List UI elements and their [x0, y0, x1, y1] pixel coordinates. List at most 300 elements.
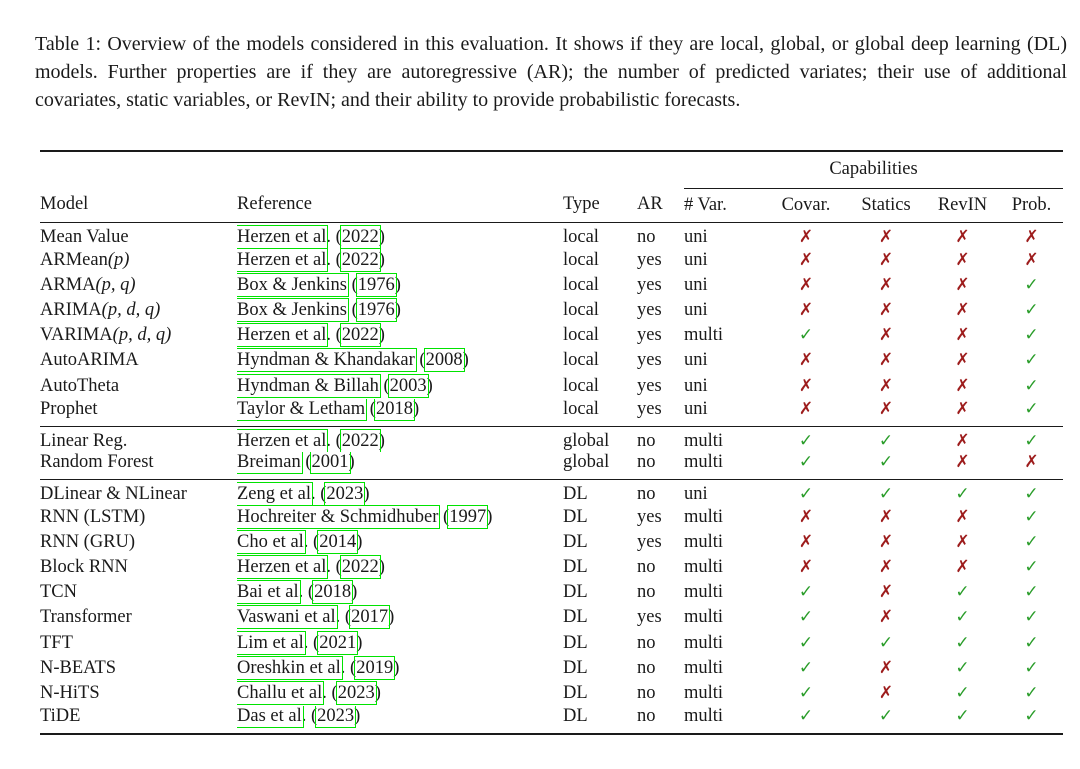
capability-prob-cell — [1000, 273, 1063, 298]
cross-icon: ✗ — [798, 299, 814, 320]
ar-cell: no — [637, 706, 656, 727]
group-dl-models — [40, 479, 1063, 734]
model-parameters: (p, d, q) — [101, 299, 161, 320]
reference-cell — [237, 273, 563, 298]
reference-year-link[interactable]: 2003 — [389, 375, 427, 396]
check-icon: ✓ — [878, 483, 894, 504]
reference-year-link[interactable]: 2019 — [356, 657, 394, 678]
table-row — [40, 373, 1063, 398]
reference-separator: . ( — [310, 483, 327, 504]
capability-covar-cell — [765, 323, 847, 348]
reference-year-link[interactable]: 2022 — [341, 325, 379, 346]
capability-prob-cell — [1000, 222, 1063, 248]
table-row — [40, 222, 1063, 248]
reference-cell — [237, 399, 563, 427]
reference-year-link[interactable]: 1976 — [357, 274, 395, 295]
model-name: N-BEATS — [40, 657, 117, 678]
num-var-cell: multi — [684, 706, 724, 727]
model-name-cell — [40, 399, 237, 427]
num-var-cell: multi — [684, 683, 724, 704]
num-var-cell: uni — [684, 226, 708, 247]
capability-statics-cell — [847, 530, 925, 555]
group-global-models — [40, 426, 1063, 479]
reference-year-link[interactable]: 2022 — [341, 249, 379, 270]
column-header-prob: Prob. — [1011, 194, 1052, 215]
capability-covar-cell — [765, 656, 847, 681]
ar-cell: yes — [637, 375, 662, 396]
reference-authors-link[interactable]: Hyndman & Billah — [237, 375, 379, 396]
model-name: Transformer — [40, 607, 132, 628]
model-name: TCN — [40, 582, 77, 603]
type-cell: local — [563, 274, 599, 295]
table-row — [40, 273, 1063, 298]
cross-icon: ✗ — [798, 557, 814, 578]
num-var-cell: multi — [684, 582, 724, 603]
capability-prob-cell — [1000, 530, 1063, 555]
model-name-cell — [40, 580, 237, 605]
check-icon: ✓ — [1024, 398, 1039, 419]
check-icon: ✓ — [1024, 683, 1039, 704]
reference-authors-link[interactable]: Herzen et al — [237, 557, 327, 578]
capability-covar-cell — [765, 505, 847, 530]
capabilities-header-row — [40, 151, 1063, 188]
reference-authors-link[interactable]: Challu et al — [237, 683, 323, 704]
reference-separator: . ( — [340, 657, 357, 678]
model-name: DLinear & NLinear — [40, 483, 187, 504]
num-var-cell: multi — [684, 607, 724, 628]
reference-authors-link[interactable]: Taylor & Letham — [237, 398, 366, 419]
reference-authors-link[interactable]: Herzen et al — [237, 430, 327, 451]
cross-icon: ✗ — [1024, 249, 1039, 270]
reference-authors-link[interactable]: Vaswani et al — [237, 607, 336, 628]
ar-cell: no — [637, 483, 656, 504]
reference-separator: . ( — [326, 325, 342, 346]
check-icon: ✓ — [1024, 483, 1039, 504]
check-icon: ✓ — [955, 632, 970, 653]
cross-icon: ✗ — [955, 430, 970, 451]
model-name-cell — [40, 605, 237, 630]
capability-covar-cell — [765, 479, 847, 505]
cross-icon: ✗ — [878, 274, 894, 295]
model-name-cell — [40, 706, 237, 734]
ar-cell: yes — [637, 607, 662, 628]
model-name-cell — [40, 479, 237, 505]
capability-revin-cell — [925, 222, 1000, 248]
model-name: TiDE — [40, 706, 81, 727]
model-name: Mean Value — [40, 226, 129, 247]
table-row — [40, 399, 1063, 427]
check-icon: ✓ — [1024, 582, 1039, 603]
reference-separator: ( — [438, 506, 450, 527]
reference-year-link[interactable]: 2018 — [375, 398, 413, 419]
model-name: ARMA — [40, 274, 96, 295]
check-icon: ✓ — [798, 430, 814, 451]
reference-separator: . ( — [326, 557, 342, 578]
column-header-type: Type — [563, 194, 600, 215]
cross-icon: ✗ — [955, 274, 970, 295]
ar-cell: yes — [637, 249, 662, 270]
capability-covar-cell — [765, 706, 847, 734]
num-var-cell: multi — [684, 657, 724, 678]
capability-revin-cell — [925, 555, 1000, 580]
cross-icon: ✗ — [878, 607, 894, 628]
model-name: VARIMA — [40, 325, 113, 346]
check-icon: ✓ — [878, 632, 894, 653]
reference-year-link[interactable]: 1976 — [357, 299, 395, 320]
cross-icon: ✗ — [878, 657, 894, 678]
reference-authors-link[interactable]: Oreshkin et al — [237, 657, 341, 678]
model-name-cell — [40, 298, 237, 323]
num-var-cell: uni — [684, 483, 708, 504]
ar-cell: yes — [637, 274, 662, 295]
type-cell: global — [563, 430, 610, 451]
model-name-cell — [40, 505, 237, 530]
reference-cell — [237, 426, 563, 452]
num-var-cell: uni — [684, 299, 708, 320]
cross-icon: ✗ — [955, 299, 970, 320]
model-name-cell — [40, 631, 237, 656]
model-name-cell — [40, 555, 237, 580]
capability-statics-cell — [847, 248, 925, 273]
model-name: AutoTheta — [40, 375, 120, 396]
check-icon: ✓ — [798, 683, 814, 704]
capability-statics-cell — [847, 505, 925, 530]
reference-year-link[interactable]: 2008 — [425, 350, 463, 371]
reference-authors-link[interactable]: Lim et al — [237, 632, 304, 653]
cross-icon: ✗ — [955, 398, 970, 419]
reference-year-link[interactable]: 2023 — [326, 483, 364, 504]
capability-prob-cell — [1000, 631, 1063, 656]
capability-revin-cell — [925, 248, 1000, 273]
reference-year-link[interactable]: 2014 — [319, 531, 357, 552]
ar-cell: no — [637, 683, 656, 704]
model-name-cell — [40, 222, 237, 248]
type-cell: global — [563, 451, 610, 472]
reference-authors-link[interactable]: Herzen et al — [237, 249, 327, 270]
check-icon: ✓ — [1024, 706, 1039, 727]
ar-cell: yes — [637, 506, 662, 527]
cross-icon: ✗ — [878, 226, 894, 247]
reference-year-link[interactable]: 2023 — [337, 683, 375, 704]
check-icon: ✓ — [798, 582, 814, 603]
check-icon: ✓ — [1024, 430, 1039, 451]
reference-close: ) — [388, 607, 395, 628]
capability-statics-cell — [847, 580, 925, 605]
reference-close: ) — [394, 299, 401, 320]
capability-prob-cell — [1000, 298, 1063, 323]
reference-cell — [237, 681, 563, 706]
num-var-cell: uni — [684, 398, 708, 419]
capability-revin-cell — [925, 580, 1000, 605]
reference-separator: . ( — [335, 607, 352, 628]
capability-statics-cell — [847, 323, 925, 348]
capability-statics-cell — [847, 452, 925, 480]
capability-prob-cell — [1000, 605, 1063, 630]
reference-close: ) — [348, 451, 355, 472]
reference-authors-link[interactable]: Herzen et al — [237, 325, 327, 346]
reference-close: ) — [374, 683, 381, 704]
reference-cell — [237, 373, 563, 398]
header-spacer — [40, 151, 684, 188]
cross-icon: ✗ — [1024, 451, 1039, 472]
reference-close: ) — [351, 582, 358, 603]
reference-close: ) — [462, 350, 469, 371]
cross-icon: ✗ — [798, 350, 814, 371]
reference-year-link[interactable]: 2022 — [341, 557, 379, 578]
cross-icon: ✗ — [798, 506, 814, 527]
ar-cell: no — [637, 632, 656, 653]
reference-cell — [237, 631, 563, 656]
ar-cell: no — [637, 582, 656, 603]
check-icon: ✓ — [1024, 506, 1039, 527]
reference-year-link[interactable]: 2023 — [317, 706, 355, 727]
type-cell: DL — [563, 506, 588, 527]
cross-icon: ✗ — [878, 683, 894, 704]
check-icon: ✓ — [955, 483, 970, 504]
type-cell: local — [563, 398, 599, 419]
ar-cell: yes — [637, 531, 662, 552]
num-var-cell: multi — [684, 506, 724, 527]
capability-covar-cell — [765, 530, 847, 555]
model-name-cell — [40, 248, 237, 273]
type-cell: local — [563, 299, 599, 320]
column-header-reference: Reference — [237, 194, 312, 215]
cross-icon: ✗ — [878, 325, 894, 346]
reference-separator: . ( — [298, 582, 315, 603]
check-icon: ✓ — [798, 607, 814, 628]
cross-icon: ✗ — [798, 226, 814, 247]
reference-close: ) — [412, 398, 420, 419]
reference-cell — [237, 605, 563, 630]
model-name-cell — [40, 452, 237, 480]
type-cell: local — [563, 325, 599, 346]
model-name: RNN (GRU) — [40, 531, 136, 552]
capability-covar-cell — [765, 248, 847, 273]
ar-cell: yes — [637, 299, 662, 320]
model-name: TFT — [40, 632, 73, 653]
cross-icon: ✗ — [798, 398, 814, 419]
column-header-statics: Statics — [861, 194, 911, 215]
cross-icon: ✗ — [878, 299, 894, 320]
type-cell: DL — [563, 483, 588, 504]
reference-cell — [237, 555, 563, 580]
check-icon: ✓ — [1024, 375, 1039, 396]
cross-icon: ✗ — [878, 398, 894, 419]
reference-separator: . ( — [303, 632, 320, 653]
cross-icon: ✗ — [1024, 226, 1039, 247]
table-row — [40, 348, 1063, 373]
table-row — [40, 631, 1063, 656]
capability-prob-cell — [1000, 656, 1063, 681]
num-var-cell: uni — [684, 375, 708, 396]
model-parameters: (p, q) — [95, 274, 136, 295]
cross-icon: ✗ — [798, 274, 814, 295]
capability-statics-cell — [847, 631, 925, 656]
model-name: RNN (LSTM) — [40, 506, 146, 527]
table — [40, 150, 1063, 735]
capability-statics-cell — [847, 348, 925, 373]
reference-authors-link[interactable]: Zeng et al — [237, 483, 311, 504]
reference-authors-link[interactable]: Hochreiter & Schmidhuber — [237, 506, 439, 527]
check-icon: ✓ — [878, 430, 894, 451]
reference-separator: . ( — [326, 249, 342, 270]
reference-year-link[interactable]: 2021 — [319, 632, 357, 653]
check-icon: ✓ — [955, 657, 970, 678]
capability-statics-cell — [847, 681, 925, 706]
reference-separator: ( — [346, 274, 358, 295]
column-header-row — [40, 188, 1063, 222]
table-row — [40, 248, 1063, 273]
type-cell: DL — [563, 531, 588, 552]
table-row — [40, 479, 1063, 505]
capability-statics-cell — [847, 555, 925, 580]
reference-close: ) — [378, 249, 385, 270]
reference-close: ) — [356, 632, 363, 653]
reference-authors-link[interactable]: Bai et al — [237, 582, 299, 603]
capability-prob-cell — [1000, 323, 1063, 348]
model-name: Block RNN — [40, 557, 128, 578]
reference-separator: ( — [414, 350, 426, 371]
capability-prob-cell — [1000, 426, 1063, 452]
capability-revin-cell — [925, 706, 1000, 734]
cross-icon: ✗ — [878, 249, 894, 270]
capability-statics-cell — [847, 298, 925, 323]
model-name: ARIMA — [40, 299, 102, 320]
model-name-cell — [40, 530, 237, 555]
reference-cell — [237, 348, 563, 373]
capability-prob-cell — [1000, 348, 1063, 373]
cross-icon: ✗ — [955, 557, 970, 578]
reference-separator: . ( — [303, 531, 320, 552]
capability-statics-cell — [847, 656, 925, 681]
reference-separator: . ( — [322, 683, 338, 704]
capability-statics-cell — [847, 479, 925, 505]
type-cell: DL — [563, 632, 588, 653]
table-row — [40, 505, 1063, 530]
model-parameters: (p, d, q) — [112, 325, 172, 346]
type-cell: DL — [563, 657, 588, 678]
reference-separator: . ( — [326, 430, 342, 451]
cross-icon: ✗ — [955, 506, 970, 527]
cross-icon: ✗ — [955, 249, 970, 270]
capability-revin-cell — [925, 681, 1000, 706]
reference-separator: ( — [346, 299, 358, 320]
check-icon: ✓ — [1024, 632, 1039, 653]
table-caption: Table 1: Overview of the models considered in this evaluation. It shows if they are local, global, or global deep learning (DL) models. Further properties are if they are autoregressive (AR); the number of predicted variates; their use of additional covariates, static variables, or RevIN; and their ability to provide probabilistic forecasts. — [35, 33, 1067, 111]
model-name: Prophet — [40, 398, 98, 419]
capability-statics-cell — [847, 605, 925, 630]
table-row — [40, 681, 1063, 706]
capability-revin-cell — [925, 505, 1000, 530]
model-name-cell — [40, 426, 237, 452]
reference-cell — [237, 656, 563, 681]
model-name-cell — [40, 373, 237, 398]
check-icon: ✓ — [955, 706, 970, 727]
capability-revin-cell — [925, 605, 1000, 630]
check-icon: ✓ — [798, 325, 814, 346]
reference-close: ) — [378, 430, 385, 451]
reference-cell — [237, 323, 563, 348]
reference-close: ) — [363, 483, 370, 504]
reference-year-link[interactable]: 2022 — [341, 430, 379, 451]
capability-statics-cell — [847, 222, 925, 248]
reference-authors-link[interactable]: Herzen et al — [237, 226, 327, 247]
reference-close: ) — [486, 506, 493, 527]
capability-covar-cell — [765, 373, 847, 398]
num-var-cell: multi — [684, 325, 724, 346]
capability-prob-cell — [1000, 399, 1063, 427]
table-row — [40, 298, 1063, 323]
reference-close: ) — [426, 375, 433, 396]
model-name: N-HiTS — [40, 683, 100, 704]
reference-year-link[interactable]: 2022 — [341, 226, 379, 247]
reference-cell — [237, 479, 563, 505]
reference-year-link[interactable]: 2018 — [314, 582, 352, 603]
type-cell: DL — [563, 582, 588, 603]
ar-cell: no — [637, 226, 656, 247]
check-icon: ✓ — [798, 483, 814, 504]
capability-prob-cell — [1000, 248, 1063, 273]
type-cell: local — [563, 375, 599, 396]
capability-prob-cell — [1000, 706, 1063, 734]
ar-cell: no — [637, 451, 656, 472]
capability-covar-cell — [765, 631, 847, 656]
type-cell: DL — [563, 706, 588, 727]
capability-revin-cell — [925, 631, 1000, 656]
reference-authors-link[interactable]: Hyndman & Khandakar — [237, 350, 415, 371]
column-header-revin: RevIN — [937, 194, 988, 215]
reference-close: ) — [378, 325, 385, 346]
reference-authors-link[interactable]: Breiman — [237, 451, 301, 472]
capability-prob-cell — [1000, 452, 1063, 480]
capability-prob-cell — [1000, 580, 1063, 605]
reference-close: ) — [356, 531, 363, 552]
reference-separator: ( — [300, 451, 312, 472]
check-icon: ✓ — [1024, 274, 1039, 295]
capability-covar-cell — [765, 426, 847, 452]
check-icon: ✓ — [798, 706, 814, 727]
reference-authors-link[interactable]: Cho et al — [237, 531, 304, 552]
table-row — [40, 452, 1063, 480]
capability-covar-cell — [765, 222, 847, 248]
reference-year-link[interactable]: 1997 — [449, 506, 487, 527]
table-row — [40, 706, 1063, 734]
check-icon: ✓ — [798, 451, 814, 472]
capability-covar-cell — [765, 452, 847, 480]
num-var-cell: uni — [684, 274, 708, 295]
cross-icon: ✗ — [878, 557, 894, 578]
reference-authors-link[interactable]: Box & Jenkins — [237, 274, 347, 295]
cross-icon: ✗ — [878, 375, 894, 396]
reference-separator: . ( — [301, 706, 318, 727]
reference-authors-link[interactable]: Das et al — [237, 706, 302, 727]
capability-covar-cell — [765, 348, 847, 373]
capability-statics-cell — [847, 426, 925, 452]
capability-revin-cell — [925, 298, 1000, 323]
reference-year-link[interactable]: 2017 — [351, 607, 389, 628]
cross-icon: ✗ — [878, 350, 894, 371]
capability-prob-cell — [1000, 555, 1063, 580]
model-name: ARMean — [40, 249, 108, 270]
reference-close: ) — [354, 706, 361, 727]
type-cell: DL — [563, 607, 588, 628]
capability-revin-cell — [925, 399, 1000, 427]
capability-covar-cell — [765, 605, 847, 630]
model-name: AutoARIMA — [40, 350, 139, 371]
table-row — [40, 426, 1063, 452]
reference-year-link[interactable]: 2001 — [311, 451, 349, 472]
reference-authors-link[interactable]: Box & Jenkins — [237, 299, 347, 320]
